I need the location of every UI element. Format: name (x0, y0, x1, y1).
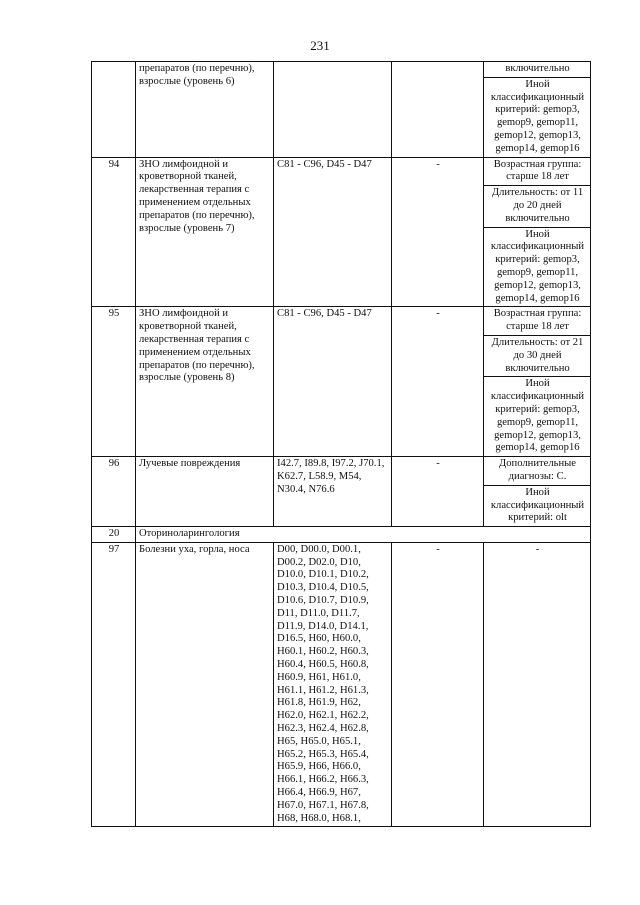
criterion-cell: - (484, 542, 591, 827)
table-row (92, 542, 591, 827)
group-name: препаратов (по перечню), взрослые (уровень 6) (136, 62, 274, 158)
table-row (92, 62, 591, 78)
diagnosis-codes: C81 - C96, D45 - D47 (274, 307, 392, 457)
group-name: Лучевые повреждения (136, 457, 274, 527)
table-row (92, 457, 591, 486)
diagnosis-codes: C81 - C96, D45 - D47 (274, 157, 392, 307)
additional-codes: - (392, 307, 484, 457)
section-row (92, 527, 591, 543)
criterion-cell: Иной классификационный критерий: olt (484, 485, 591, 526)
ksg-table (91, 61, 591, 827)
row-number: 95 (92, 307, 136, 457)
additional-codes (392, 62, 484, 158)
criterion-cell: включительно (484, 62, 591, 78)
diagnosis-codes: D00, D00.0, D00.1, D00.2, D02.0, D10, D10.0, D10.1, D10.2, D10.3, D10.4, D10.5, D10.6, D10.7, D10.9, D11, D11.0, D11.7, D11.9, D14.0, D14.1, D16.5, H60, H60.0, H60.1, H60.2, H60.3, H60.4, H60.5, H60.8, H60.9, H61, H61.0, H61.1, H61.2, H61.3, H61.8, H61.9, H62, H62.0, H62.1, H62.2, H62.3, H62.4, H62.8, H65, H65.0, H65.1, H65.2, H65.3, H65.4, H65.9, H66, H66.0, H66.1, H66.2, H66.3, H66.4, H66.9, H67, H67.0, H67.1, H67.8, H68, H68.0, H68.1, (274, 542, 392, 827)
table-row (92, 307, 591, 336)
group-name: ЗНО лимфоидной и кроветворной тканей, лекарственная терапия с применением отдельных препаратов (по перечню), взрослые (уровень 8) (136, 307, 274, 457)
criterion-cell: Дополнительные диагнозы: С. (484, 457, 591, 486)
criterion-cell: Иной классификационный критерий: gemop3, gemop9, gemop11, gemop12, gemop13, gemop14, gemop16 (484, 377, 591, 457)
group-name: Болезни уха, горла, носа (136, 542, 274, 827)
criterion-cell: Возрастная группа: старше 18 лет (484, 307, 591, 336)
section-number: 20 (92, 527, 136, 543)
group-name: ЗНО лимфоидной и кроветворной тканей, лекарственная терапия с применением отдельных препаратов (по перечню), взрослые (уровень 7) (136, 157, 274, 307)
criterion-cell: Возрастная группа: старше 18 лет (484, 157, 591, 186)
diagnosis-codes: I42.7, I89.8, I97.2, J70.1, K62.7, L58.9, M54, N30.4, N76.6 (274, 457, 392, 527)
additional-codes: - (392, 542, 484, 827)
diagnosis-codes (274, 62, 392, 158)
criterion-cell: Иной классификационный критерий: gemop3, gemop9, gemop11, gemop12, gemop13, gemop14, gemop16 (484, 227, 591, 307)
page-number: 231 (310, 38, 330, 53)
additional-codes: - (392, 457, 484, 527)
criterion-cell: Иной классификационный критерий: gemop3, gemop9, gemop11, gemop12, gemop13, gemop14, gemop16 (484, 77, 591, 157)
row-number: 94 (92, 157, 136, 307)
row-number (92, 62, 136, 158)
table-row (92, 157, 591, 186)
additional-codes: - (392, 157, 484, 307)
row-number: 97 (92, 542, 136, 827)
criterion-cell: Длительность: от 21 до 30 дней включительно (484, 335, 591, 376)
row-number: 96 (92, 457, 136, 527)
section-title: Оториноларингология (136, 527, 591, 543)
criterion-cell: Длительность: от 11 до 20 дней включительно (484, 186, 591, 227)
